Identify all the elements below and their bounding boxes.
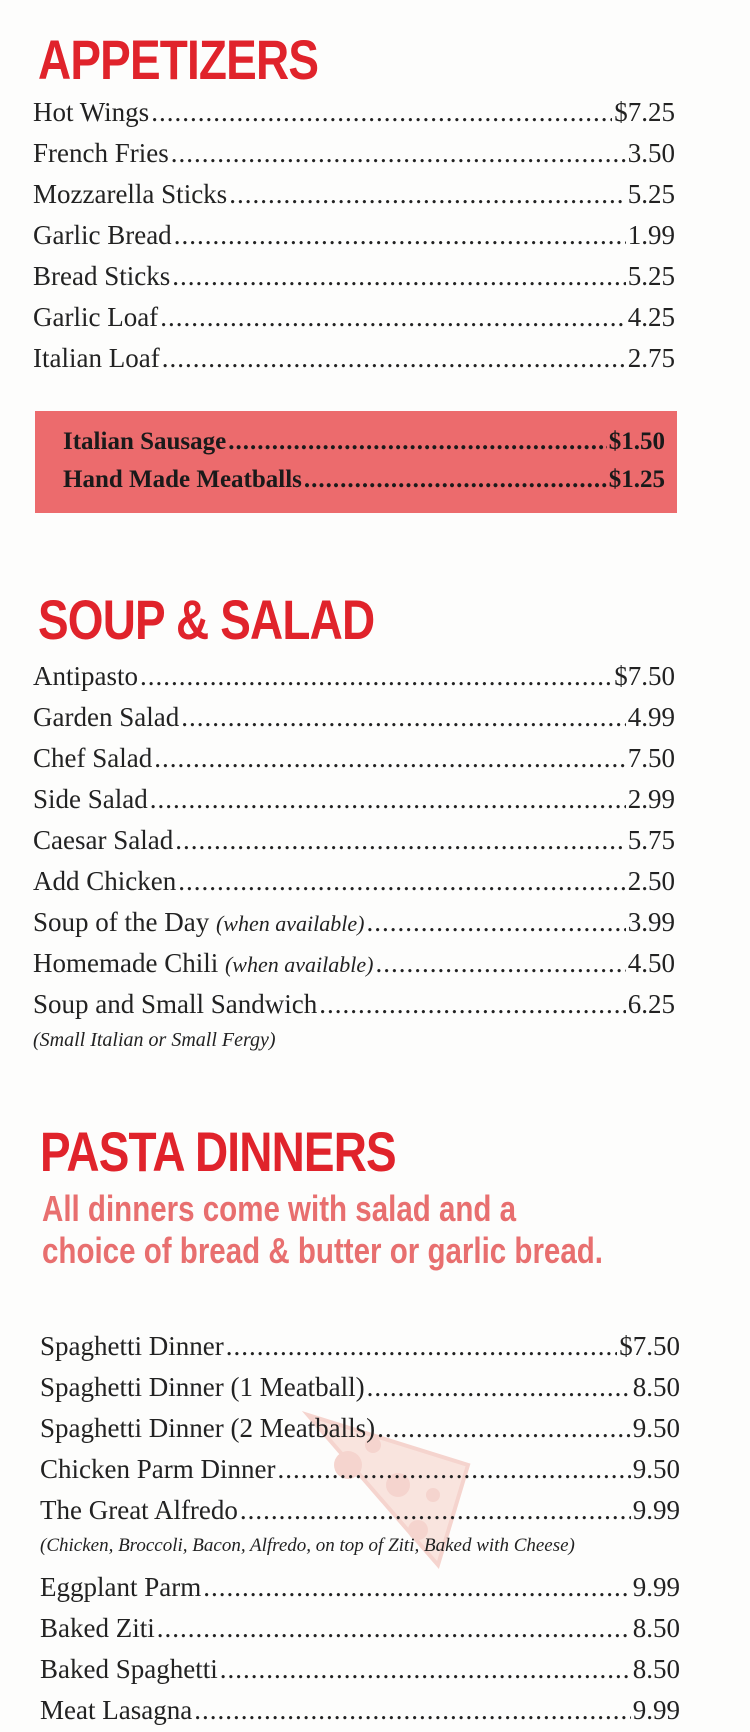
item-name: Chicken Parm Dinner xyxy=(40,1454,276,1484)
item-name: Homemade Chili xyxy=(33,948,219,978)
menu-item xyxy=(33,338,675,379)
item-price: 5.25 xyxy=(627,261,675,291)
item-price: 8.50 xyxy=(632,1372,680,1402)
item-price: $1.25 xyxy=(608,466,665,493)
menu-item xyxy=(33,902,675,943)
menu-item xyxy=(40,1408,680,1449)
item-price: 9.50 xyxy=(632,1413,680,1443)
menu-item xyxy=(40,1608,680,1649)
menu-item xyxy=(33,738,675,779)
item-price: 8.50 xyxy=(632,1654,680,1684)
item-price: 7.50 xyxy=(627,743,675,773)
item-price: 8.50 xyxy=(632,1613,680,1643)
item-name: Side Salad xyxy=(33,784,148,814)
specials-box xyxy=(35,411,677,513)
menu-item xyxy=(33,174,675,215)
special-item xyxy=(63,461,665,499)
menu-item xyxy=(33,943,675,984)
item-name: Spaghetti Dinner (1 Meatball) xyxy=(40,1372,365,1402)
appetizers-heading: APPETIZERS xyxy=(38,28,319,91)
menu-item xyxy=(40,1326,680,1367)
item-price: $7.50 xyxy=(619,1331,680,1361)
menu-item xyxy=(33,656,675,697)
menu-item xyxy=(33,779,675,820)
item-name: Soup and Small Sandwich xyxy=(33,989,318,1019)
item-name: Spaghetti Dinner xyxy=(40,1331,224,1361)
item-price: 6.25 xyxy=(627,989,675,1019)
item-price: $1.50 xyxy=(608,428,665,455)
menu-item xyxy=(40,1567,680,1608)
item-name: Baked Spaghetti xyxy=(40,1654,218,1684)
item-name: Antipasto xyxy=(33,661,138,691)
item-name: Garlic Loaf xyxy=(33,302,159,332)
pasta-list xyxy=(40,1326,680,1731)
item-price: 3.99 xyxy=(627,907,675,937)
menu-item xyxy=(40,1649,680,1690)
item-note: (when available) xyxy=(224,952,374,977)
item-name: Soup of the Day xyxy=(33,907,210,937)
item-price: 4.99 xyxy=(627,702,675,732)
menu-item xyxy=(33,697,675,738)
item-footnote: (Chicken, Broccoli, Bacon, Alfredo, on top of Ziti, Baked with Cheese) xyxy=(40,1535,575,1556)
soup-salad-heading: SOUP & SALAD xyxy=(38,588,375,651)
item-name: Spaghetti Dinner (2 Meatballs) xyxy=(40,1413,376,1443)
item-name: Chef Salad xyxy=(33,743,153,773)
pasta-subtitle-line2: choice of bread & butter or garlic bread. xyxy=(42,1230,603,1271)
item-price: 9.50 xyxy=(632,1454,680,1484)
pasta-subtitle-line1: All dinners come with salad and a xyxy=(42,1188,517,1229)
menu-item xyxy=(33,215,675,256)
item-price: 9.99 xyxy=(632,1572,680,1602)
item-name: Caesar Salad xyxy=(33,825,174,855)
soup-salad-list xyxy=(33,656,675,1061)
item-price: $7.50 xyxy=(614,661,675,691)
pasta-heading: PASTA DINNERS xyxy=(40,1120,396,1183)
item-name: Mozzarella Sticks xyxy=(33,179,228,209)
menu-item xyxy=(40,1367,680,1408)
item-name: Add Chicken xyxy=(33,866,177,896)
item-price: 5.25 xyxy=(627,179,675,209)
menu-item xyxy=(33,133,675,174)
item-price: 4.25 xyxy=(627,302,675,332)
item-price: 9.99 xyxy=(632,1695,680,1725)
specials-list xyxy=(63,423,665,499)
item-name: Italian Loaf xyxy=(33,343,160,373)
item-price: 2.50 xyxy=(627,866,675,896)
menu-item xyxy=(33,984,675,1025)
item-name: The Great Alfredo xyxy=(40,1495,238,1525)
item-price: 4.50 xyxy=(627,948,675,978)
item-footnote: (Small Italian or Small Fergy) xyxy=(33,1029,276,1051)
item-name: Baked Ziti xyxy=(40,1613,155,1643)
menu-item xyxy=(33,256,675,297)
item-price: 5.75 xyxy=(627,825,675,855)
item-name: Garlic Bread xyxy=(33,220,172,250)
item-name: Bread Sticks xyxy=(33,261,171,291)
item-name: Hand Made Meatballs xyxy=(63,466,302,493)
menu-item xyxy=(33,92,675,133)
item-price: $7.25 xyxy=(614,97,675,127)
item-price: 1.99 xyxy=(627,220,675,250)
item-name: Eggplant Parm xyxy=(40,1572,202,1602)
item-price: 9.99 xyxy=(632,1495,680,1525)
appetizers-list xyxy=(33,92,675,379)
item-name: Garden Salad xyxy=(33,702,180,732)
item-name: French Fries xyxy=(33,138,169,168)
menu-item xyxy=(40,1449,680,1490)
menu-item xyxy=(40,1690,680,1731)
item-name: Meat Lasagna xyxy=(40,1695,193,1725)
item-price: 3.50 xyxy=(627,138,675,168)
item-name: Italian Sausage xyxy=(63,428,227,455)
menu-item xyxy=(40,1490,680,1531)
item-price: 2.99 xyxy=(627,784,675,814)
item-name: Hot Wings xyxy=(33,97,150,127)
item-note: (when available) xyxy=(215,911,365,936)
menu-item xyxy=(33,820,675,861)
menu-item xyxy=(33,861,675,902)
item-price: 2.75 xyxy=(627,343,675,373)
menu-item xyxy=(33,297,675,338)
special-item xyxy=(63,423,665,461)
